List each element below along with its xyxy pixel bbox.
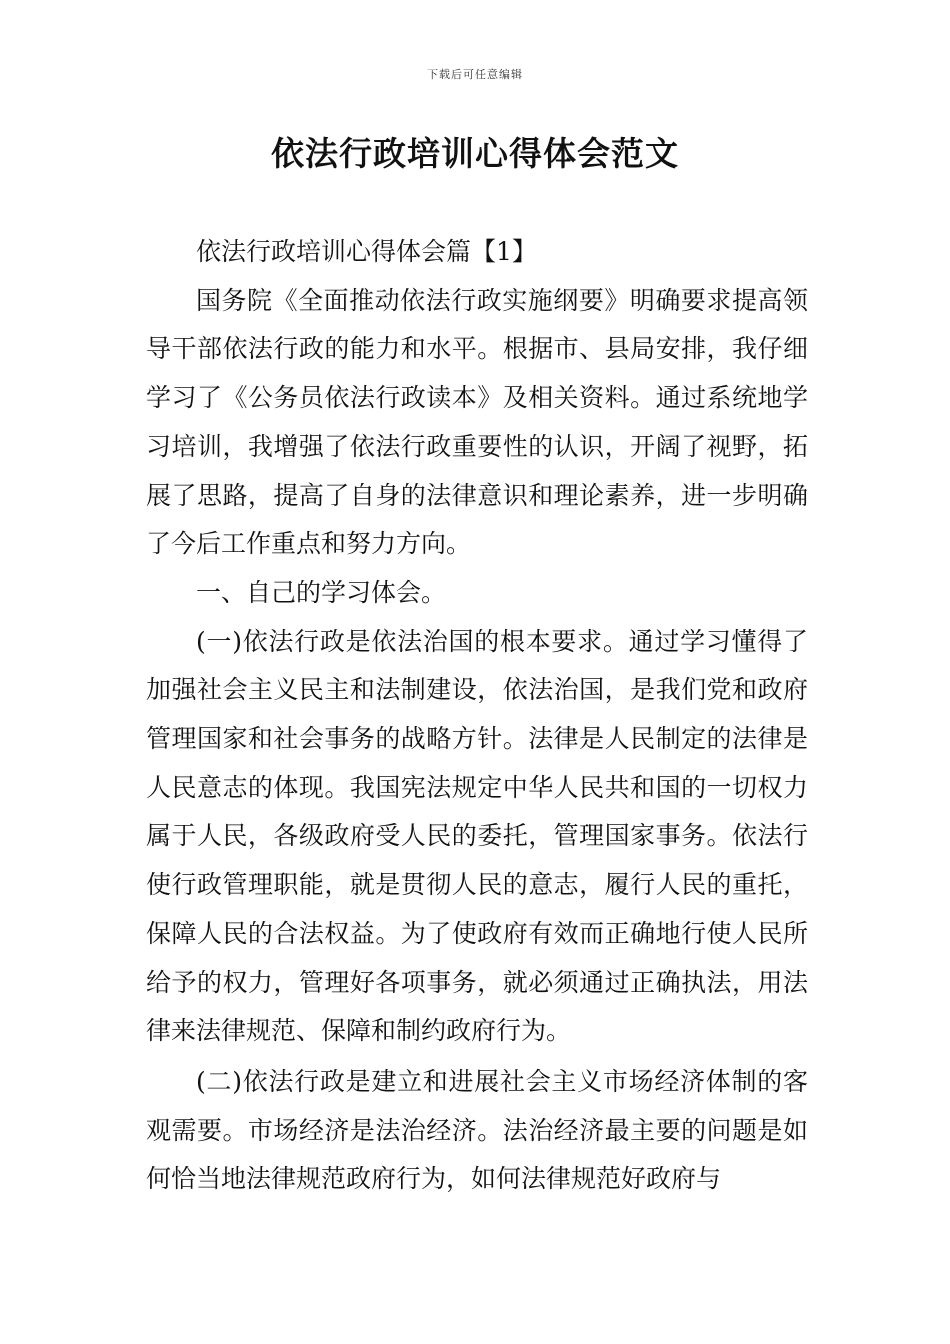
paragraph-point-one: (一)依法行政是依法治国的根本要求。通过学习懂得了加强社会主义民主和法制建设，依法治国，是我们党和政府管理国家和社会事务的战略方针。法律是人民制定的法律是人民意志的体现。我国宪法规定中华人民共和国的一切权力属于人民，各级政府受人民的委托，管理国家事务。依法行使行政管理职能，就是贯彻人民的意志，履行人民的重托，保障人民的合法权益。为了使政府有效而正确地行使人民所给予的权力，管理好各项事务，就必须通过正确执法，用法律来法律规范、保障和制约政府行为。 — [146, 626, 808, 1046]
paragraph-intro: 国务院《全面推动依法行政实施纲要》明确要求提高领导干部依法行政的能力和水平。根据市、县局安排，我仔细学习了《公务员依法行政读本》及相关资料。通过系统地学习培训，我增强了依法行政重要性的认识，开阔了视野，拓展了思路，提高了自身的法律意识和理论素养，进一步明确了今后工作重点和努力方向。 — [146, 285, 808, 559]
paragraph-point-two: (二)依法行政是建立和进展社会主义市场经济体制的客观需要。市场经济是法治经济。法治经济最主要的问题是如何恰当地法律规范政府行为，如何法律规范好政府与 — [146, 1066, 808, 1194]
document-body — [146, 228, 808, 1204]
document-title: 依法行政培训心得体会范文 — [271, 134, 679, 173]
paragraph-heading-one: 一、自己的学习体会。 — [196, 577, 447, 607]
header-note: 下载后可任意编辑 — [427, 68, 523, 81]
section-heading: 依法行政培训心得体会篇【1】 — [196, 237, 537, 266]
